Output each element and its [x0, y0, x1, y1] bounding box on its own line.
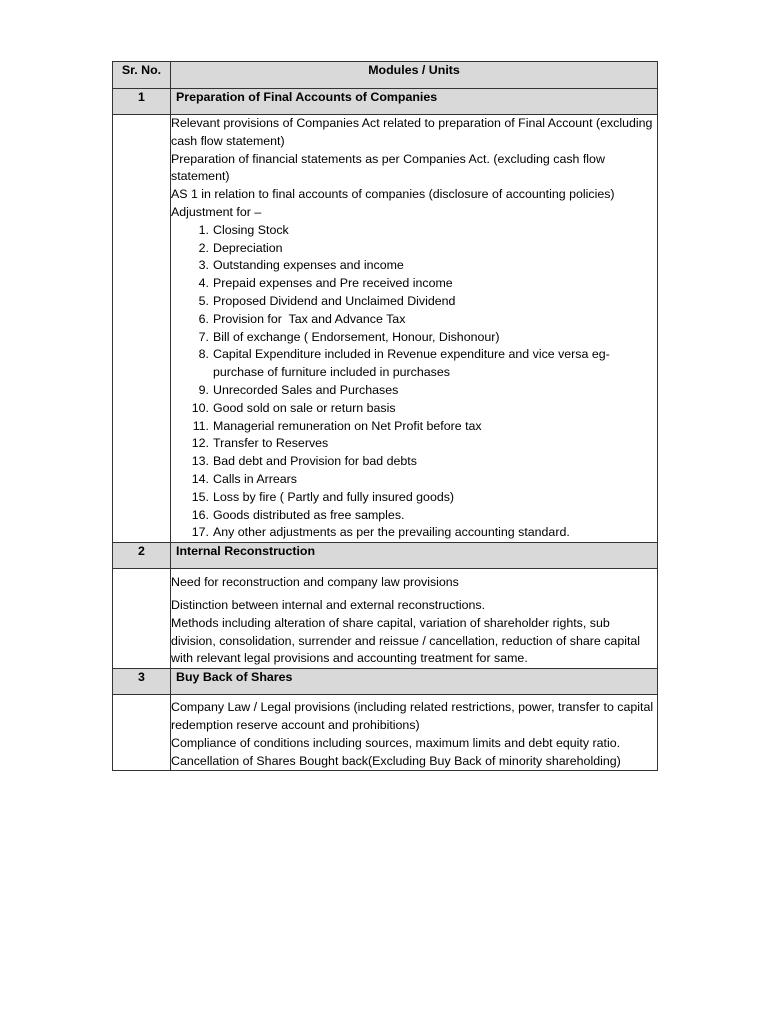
- section-3-empty-cell: [113, 695, 171, 771]
- list-item: 11. Managerial remuneration on Net Profit before tax: [192, 418, 482, 433]
- section-1-paragraph: Relevant provisions of Companies Act related to preparation of Final Account (excluding cash flow statement): [171, 116, 653, 148]
- list-item: 1. Closing Stock: [198, 222, 289, 237]
- section-2-paragraph: Need for reconstruction and company law provisions: [171, 575, 459, 590]
- section-1-paragraph: Preparation of financial statements as per Companies Act. (excluding cash flow statement): [171, 151, 605, 184]
- section-2-empty-cell: [113, 569, 171, 669]
- section-2-number: 2: [113, 543, 171, 569]
- list-item: 2. Depreciation: [198, 240, 283, 255]
- header-sr-no: Sr. No.: [113, 62, 171, 89]
- list-item: 15. Loss by fire ( Partly and fully insured goods): [191, 489, 455, 504]
- list-item: 17. Any other adjustments as per the prevailing accounting standard.: [191, 525, 570, 540]
- section-1-title: Preparation of Final Accounts of Companies: [171, 89, 658, 115]
- list-item: 13. Bad debt and Provision for bad debts: [191, 454, 417, 469]
- section-1-content: [171, 115, 658, 543]
- adjustments-list: [171, 222, 657, 542]
- section-3-title: Buy Back of Shares: [171, 669, 658, 695]
- list-item: 14. Calls in Arrears: [191, 471, 298, 486]
- section-3-content-row: [113, 695, 658, 771]
- list-item: 5. Proposed Dividend and Unclaimed Dividend: [198, 293, 456, 308]
- section-3-content: [171, 695, 658, 771]
- section-1-paragraph: AS 1 in relation to final accounts of companies (disclosure of accounting policies): [171, 187, 615, 202]
- list-item: 16. Goods distributed as free samples.: [191, 507, 405, 522]
- header-modules-units: Modules / Units: [171, 62, 658, 89]
- section-1-empty-cell: [113, 115, 171, 543]
- section-3-number: 3: [113, 669, 171, 695]
- section-2-content: [171, 569, 658, 669]
- list-item: 4. Prepaid expenses and Pre received income: [198, 276, 453, 291]
- list-item: 3. Outstanding expenses and income: [198, 258, 404, 273]
- list-item: 10. Good sold on sale or return basis: [191, 400, 396, 415]
- section-1-number: 1: [113, 89, 171, 115]
- section-3-paragraph: Compliance of conditions including sources, maximum limits and debt equity ratio. Cancellation of Shares Bought back(Excluding Buy Back of minority shareholding): [171, 735, 621, 768]
- section-1-paragraph: Adjustment for –: [171, 204, 262, 219]
- list-item: 8. Capital Expenditure included in Revenue expenditure and vice versa eg- purchase of furniture included in purchases: [198, 347, 610, 380]
- list-item: 9. Unrecorded Sales and Purchases: [198, 382, 399, 397]
- section-3-heading-row: [113, 669, 658, 695]
- table-header-row: [113, 62, 658, 89]
- list-item: 7. Bill of exchange ( Endorsement, Honour, Dishonour): [198, 329, 500, 344]
- section-2-paragraph: Methods including alteration of share capital, variation of shareholder rights, sub division, consolidation, surrender and reissue / cancellation, reduction of share capital with relevant legal provisions and accounting treatment for same.: [171, 615, 641, 666]
- section-2-title: Internal Reconstruction: [171, 543, 658, 569]
- list-item: 12. Transfer to Reserves: [191, 436, 329, 451]
- section-1-heading-row: [113, 89, 658, 115]
- section-3-paragraph: Company Law / Legal provisions (including related restrictions, power, transfer to capital redemption reserve account and prohibitions): [171, 700, 654, 732]
- syllabus-table: [112, 61, 658, 771]
- section-1-content-row: [113, 115, 658, 543]
- section-2-content-row: [113, 569, 658, 669]
- section-2-paragraph: Distinction between internal and external reconstructions.: [171, 597, 486, 612]
- list-item: 6. Provision for Tax and Advance Tax: [198, 311, 406, 326]
- section-2-heading-row: [113, 543, 658, 569]
